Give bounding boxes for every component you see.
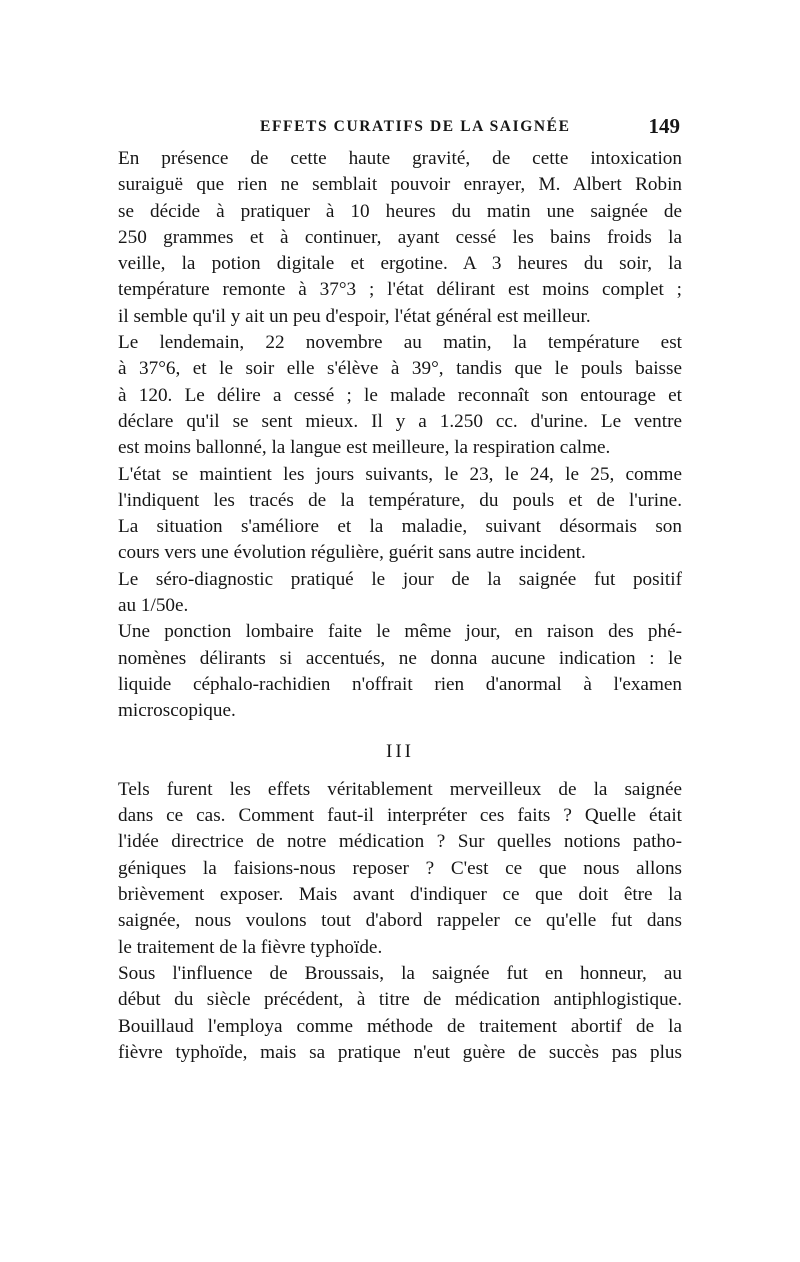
text-line: L'état se maintient les jours suivants, le 23, le 24, le 25, comme <box>118 463 682 485</box>
text-line: à 120. Le délire a cessé ; le malade reconnaît son entourage et <box>118 384 682 406</box>
text-line: suraiguë que rien ne semblait pouvoir enrayer, M. Albert Robin <box>118 174 682 196</box>
text-line: se décide à pratiquer à 10 heures du matin une saignée de <box>118 200 682 222</box>
text-line: La situation s'améliore et la maladie, suivant désormais son <box>118 516 682 538</box>
text-line: liquide céphalo-rachidien n'offrait rien d'anormal à l'examen <box>118 673 682 695</box>
text-line: cours vers une évolution régulière, guérit sans autre incident. <box>118 542 586 564</box>
text-line: Bouillaud l'employa comme méthode de traitement abortif de la <box>118 1015 682 1037</box>
text-line: à 37°6, et le soir elle s'élève à 39°, tandis que le pouls baisse <box>118 358 682 380</box>
text-line: l'indiquent les tracés de la température, du pouls et de l'urine. <box>118 489 682 511</box>
text-line: microscopique. <box>118 700 236 722</box>
page-number: 149 <box>648 114 680 138</box>
text-line: géniques la faisions-nous reposer ? C'est ce que nous allons <box>118 857 682 879</box>
text-line: Une ponction lombaire faite le même jour, en raison des phé- <box>118 621 682 643</box>
text-line: déclare qu'il se sent mieux. Il y a 1.250 cc. d'urine. Le ventre <box>118 410 682 432</box>
text-line: dans ce cas. Comment faut-il interpréter ces faits ? Quelle était <box>118 805 682 827</box>
text-line: Le séro-diagnostic pratiqué le jour de la saignée fut positif <box>118 568 682 590</box>
text-line: veille, la potion digitale et ergotine. A 3 heures du soir, la <box>118 253 682 275</box>
text-line: fièvre typhoïde, mais sa pratique n'eut guère de succès pas plus <box>118 1041 682 1063</box>
text-line: Sous l'influence de Broussais, la saignée fut en honneur, au <box>118 962 682 984</box>
text-line: est moins ballonné, la langue est meilleure, la respiration calme. <box>118 437 611 459</box>
text-line: température remonte à 37°3 ; l'état délirant est moins complet ; <box>118 279 682 301</box>
running-title: EFFETS CURATIFS DE LA SAIGNÉE <box>260 118 571 135</box>
text-line: nomènes délirants si accentués, ne donna aucune indication : le <box>118 647 682 669</box>
body-text <box>118 146 682 1066</box>
text-line: Tels furent les effets véritablement merveilleux de la saignée <box>118 778 682 800</box>
text-line: 250 grammes et à continuer, ayant cessé les bains froids la <box>118 226 682 248</box>
text-line: le traitement de la fièvre typhoïde. <box>118 936 383 958</box>
text-line: au 1/50e. <box>118 595 189 617</box>
text-line: début du siècle précédent, à titre de médication antiphlogistique. <box>118 989 682 1011</box>
page-header <box>118 114 682 142</box>
text-line: brièvement exposer. Mais avant d'indiquer ce que doit être la <box>118 884 682 906</box>
text-line: En présence de cette haute gravité, de cette intoxication <box>118 148 682 169</box>
text-line: il semble qu'il y ait un peu d'espoir, l'état général est meilleur. <box>118 305 591 327</box>
section-heading: III <box>386 740 414 762</box>
text-line: Le lendemain, 22 novembre au matin, la température est <box>118 332 682 354</box>
text-line: l'idée directrice de notre médication ? Sur quelles notions patho- <box>118 831 682 853</box>
text-line: saignée, nous voulons tout d'abord rappeler ce qu'elle fut dans <box>118 910 682 932</box>
